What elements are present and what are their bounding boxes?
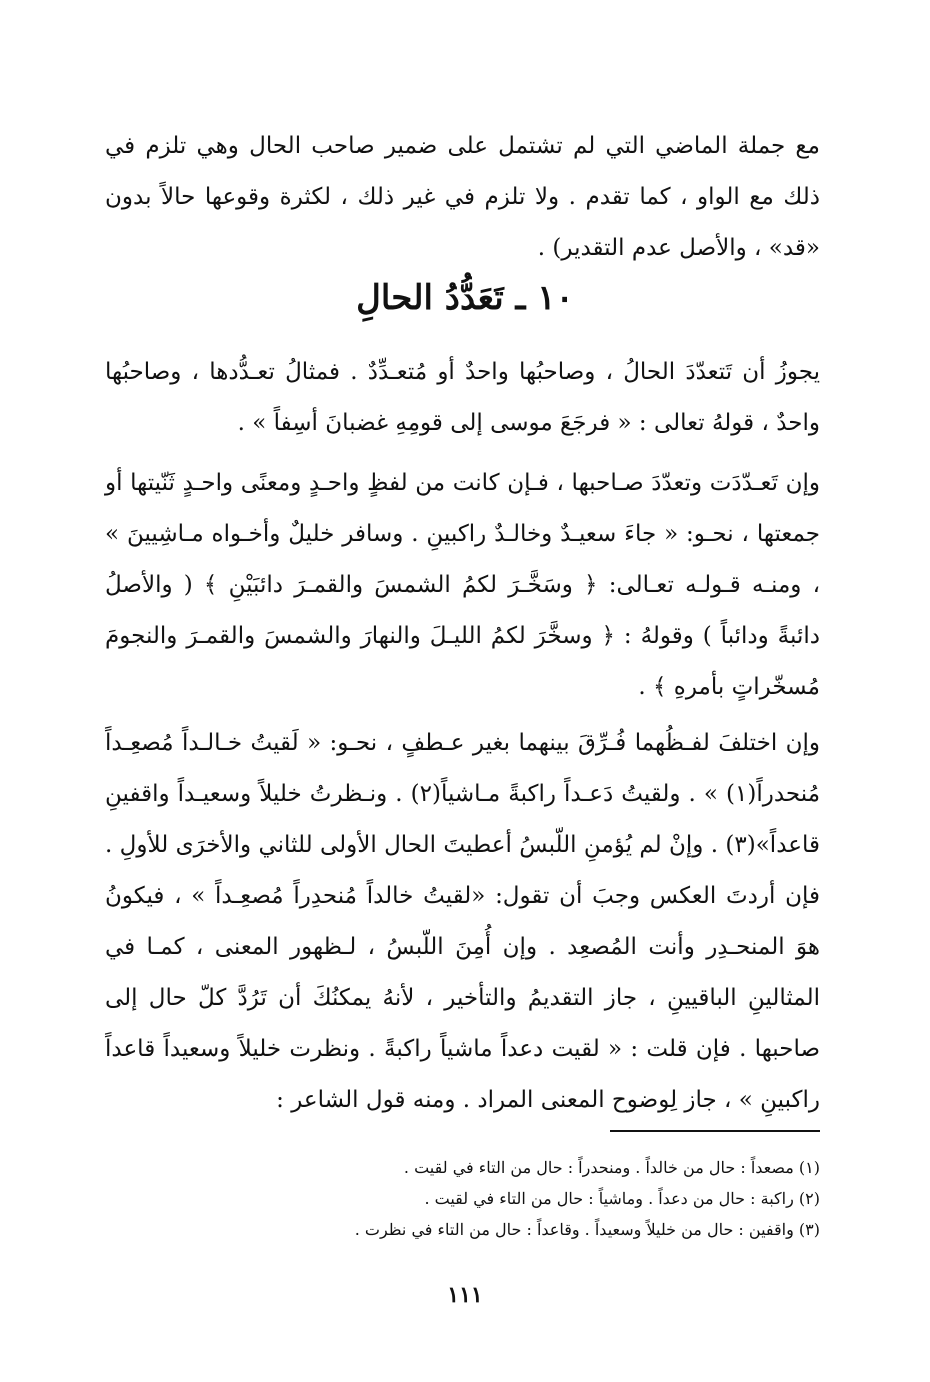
footnote-2: (٢) راكبة : حال من دعداً . وماشياً : حال من التاء في لقيت . [424,1189,820,1208]
paragraph-intro: يجوزُ أن تَتعدّدَ الحالُ ، وصاحبُها واحدٌ أو مُتعـدِّدٌ . فمثالُ تعـدُّدها ، وصاحبُها واحدٌ ، قولهُ تعالى : « فرجَعَ موسى إلى قومِهِ غضبانَ أسِفاً » . [105,359,820,436]
footnotes [105,1152,820,1245]
paragraph-different-words: وإن اختلفَ لفـظُهما فُـرِّقَ بينهما بغير عـطفٍ ، نحـو: « لَقيتُ خـالـداً مُصعِـداً مُنحدراً(١) » . ولقيتُ دَعـداً راكبةً مـاشياً(٢) . ونـظرتُ خليلاً وسعيـداً واقفينِ قاعداً»(٣) . وإنْ لم يُؤمنِ اللّبسُ أعطيتَ الحال الأولى للثاني والأخرَى للأولِ . فإن أردتَ العكس وجبَ أن تقول: «لقيتُ خالداً مُنحدِراً مُصعِـداً » ، فيكونُ هوَ المنحـدِر وأنت المُصعِد . وإن أُمِنَ اللّبسُ ، لـظهور المعنى ، كمـا في المثالينِ الباقيينِ ، جاز التقديمُ والتأخير ، لأنهُ يمكنُكَ أن تَرُدَّ كلّ حال إلى صاحبها . فإن قلت : « لقيت دعداً ماشياً راكبةً . ونظرت خليلاً وسعيداً قاعداً راكبينِ » ، جاز لِوضوح المعنى المراد . ومنه قول الشاعر : [105,730,821,1113]
section-title: ١٠ ـ تَعَدُّدُ الحالِ [356,278,574,318]
footnote-3: (٣) واقفين : حال من خليلاً وسعيداً . وقاعداً : حال من التاء في نظرت . [354,1220,820,1239]
page-number: ١١١ [447,1282,483,1308]
paragraph-continuation: مع جملة الماضي التي لم تشتمل على ضمير صاحب الحال وهي تلزم في ذلك مع الواو ، كما تقدم . ولا تلزم في غير ذلك ، لكثرة وقوعها حالاً بدون «قد» ، والأصل عدم التقدير) . [105,133,820,261]
footnote-1: (١) مصعداً : حال من خالداً . ومنحدراً : حال من التاء في لقيت . [403,1158,820,1177]
footnote-divider [610,1130,820,1132]
paragraph-same-word: وإن تَعـدّدَت وتعدّدَ صـاحبها ، فـإن كانت من لفظٍ واحـدٍ ومعنًى واحـدٍ ثَنّيتها أو جمعتها ، نحـو: « جاءَ سعيـدٌ وخالـدٌ راكبينِ . وسافر خليلٌ وأخـواه مـاشِيينَ » ، ومنـه قـولـه تعـالى: ﴿ وسَخَّـرَ لكمُ الشمسَ والقمـرَ دائبَيْنِ ﴾ ( والأصلُ دائبةً ودائباً ) وقولهُ : ﴿ وسخَّرَ لكمُ الليـلَ والنهارَ والشمسَ والقمـرَ والنجومَ مُسخّراتٍ بأمرهِ ﴾ . [105,470,820,700]
